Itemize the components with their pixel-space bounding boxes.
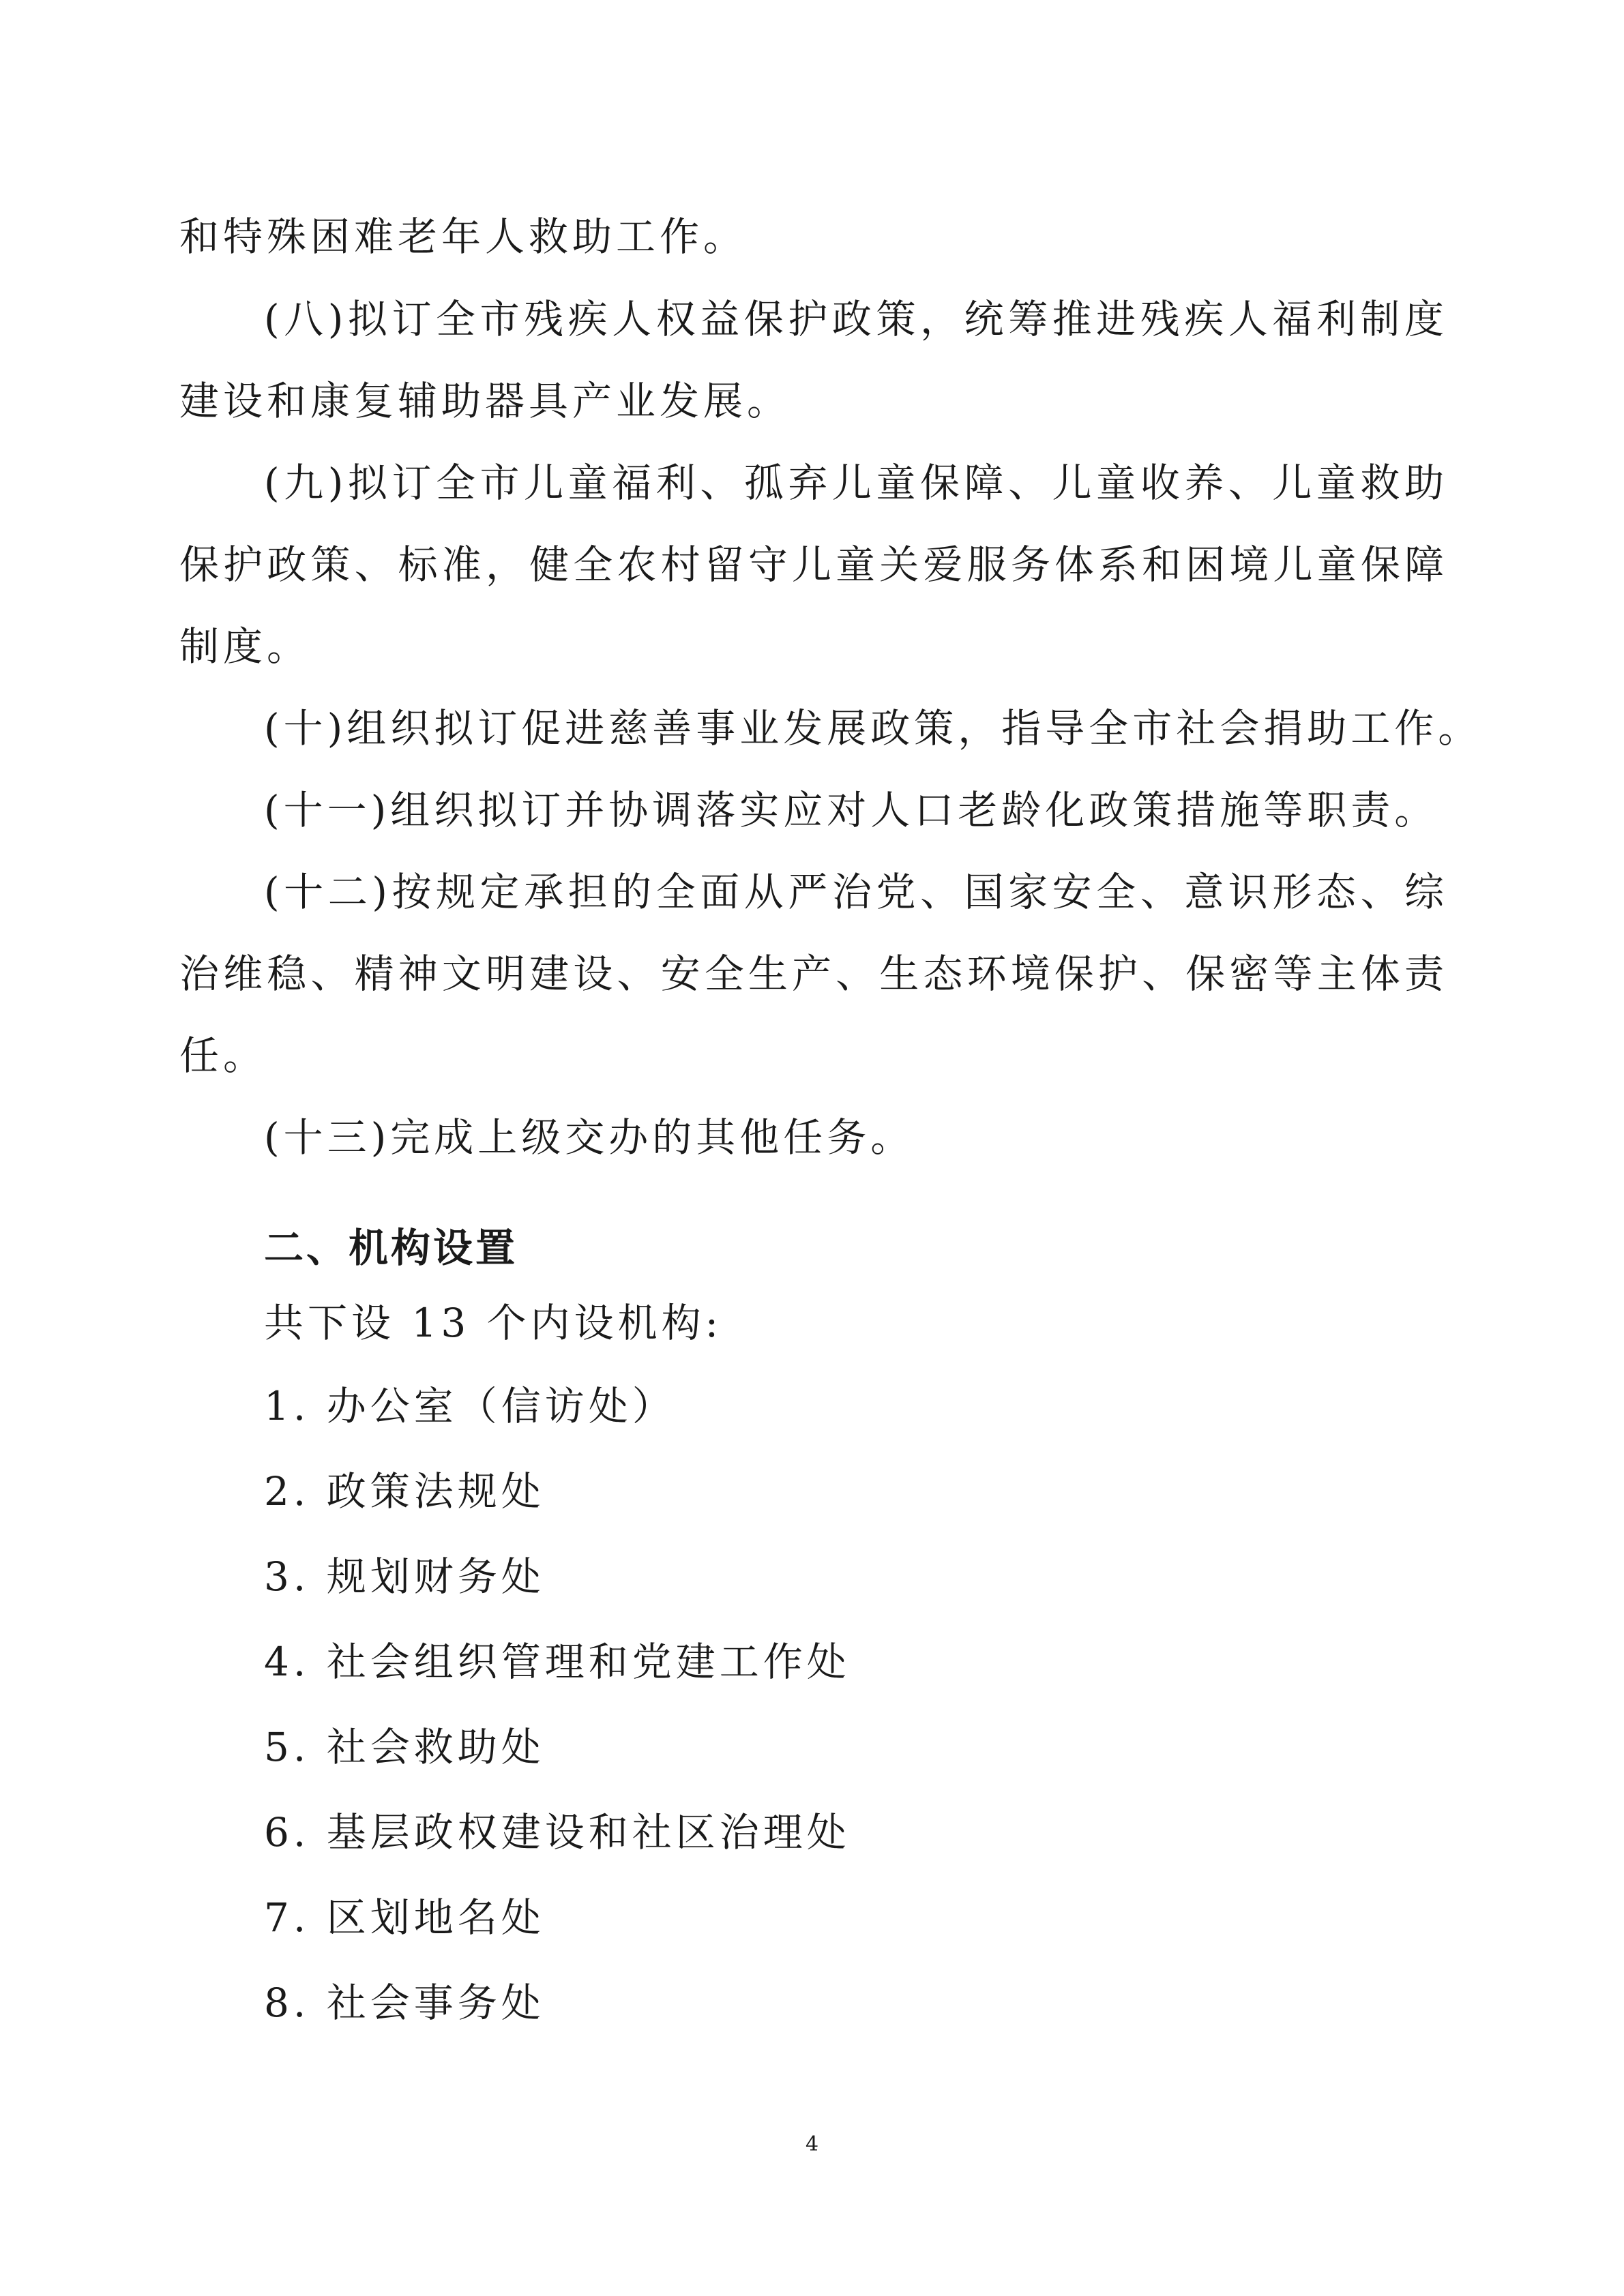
- page-number: 4: [805, 2132, 819, 2156]
- body-line: (十三)完成上级交办的其他任务。: [264, 1114, 915, 1161]
- list-item: 3. 规划财务处: [264, 1553, 545, 1600]
- body-line: (八)拟订全市残疾人权益保护政策，统筹推进残疾人福利制度: [264, 296, 1448, 342]
- body-line: 保护政策、标准，健全农村留守儿童关爱服务体系和困境儿童保障: [179, 541, 1448, 588]
- list-item: 4. 社会组织管理和党建工作处: [264, 1639, 851, 1685]
- list-item: 1. 办公室（信访处）: [264, 1383, 676, 1429]
- body-line: 建设和康复辅助器具产业发展。: [179, 378, 791, 424]
- body-line: (十二)按规定承担的全面从严治党、国家安全、意识形态、综: [264, 869, 1448, 915]
- list-item: 5. 社会救助处: [264, 1724, 545, 1770]
- section-intro: 共下设 13 个内设机构:: [264, 1300, 723, 1346]
- body-line: 和特殊困难老年人救助工作。: [179, 213, 748, 260]
- body-line: (十)组织拟订促进慈善事业发展政策，指导全市社会捐助工作。: [264, 705, 1482, 751]
- section-heading: 二、机构设置: [264, 1225, 518, 1271]
- list-item: 8. 社会事务处: [264, 1980, 545, 2026]
- list-item: 2. 政策法规处: [264, 1468, 545, 1515]
- list-item: 7. 区划地名处: [264, 1894, 545, 1941]
- body-line: 任。: [179, 1032, 267, 1079]
- body-line: 治维稳、精神文明建设、安全生产、生态环境保护、保密等主体责: [179, 951, 1448, 997]
- body-line: (九)拟订全市儿童福利、孤弃儿童保障、儿童收养、儿童救助: [264, 460, 1448, 506]
- body-line: 制度。: [179, 623, 311, 670]
- list-item: 6. 基层政权建设和社区治理处: [264, 1809, 851, 1855]
- body-line: (十一)组织拟订并协调落实应对人口老龄化政策措施等职责。: [264, 787, 1438, 833]
